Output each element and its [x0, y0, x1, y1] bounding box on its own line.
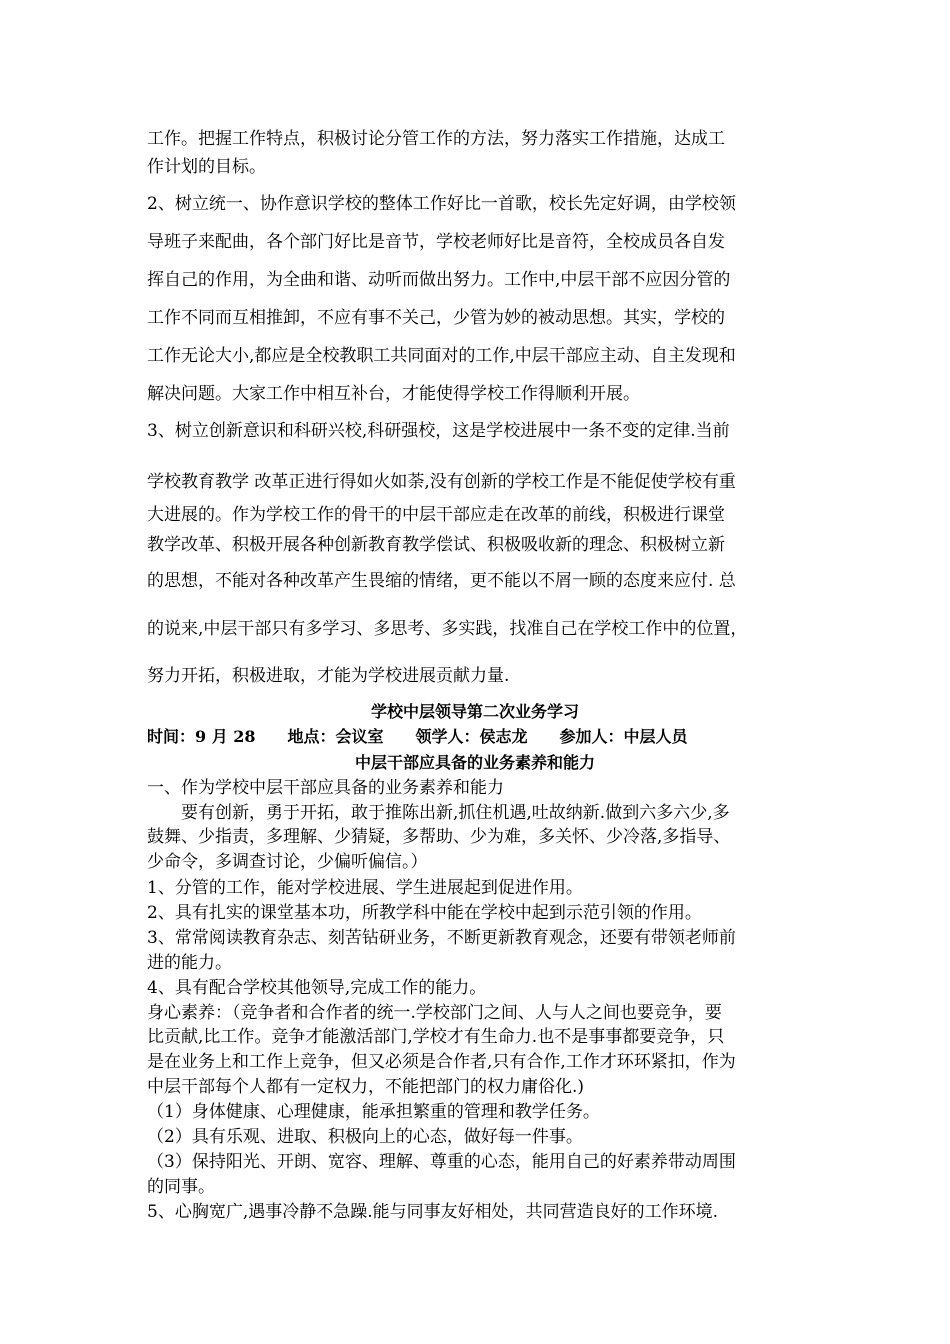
text-line: 的思想，不能对各种改革产生畏缩的情绪，更不能以不屑一顾的态度来应付. 总: [147, 571, 736, 591]
text-line: （3）保持阳光、开朗、宽容、理解、尊重的心态，能用自己的好素养带动周围: [147, 1152, 736, 1172]
text-line: 要有创新，勇于开拓，敢于推陈出新,抓住机遇,吐故纳新.做到六多六少,多: [147, 803, 730, 823]
text-line: 2、具有扎实的课堂基本功，所教学科中能在学校中起到示范引领的作用。: [147, 903, 702, 923]
text-line: 导班子来配曲，各个部门好比是音节，学校老师好比是音符，全校成员各自发: [147, 232, 725, 252]
text-line: 一、作为学校中层干部应具备的业务素养和能力: [147, 778, 504, 798]
text-line: 工作无论大小,都应是全校教职工共同面对的工作,中层干部应主动、自主发现和: [147, 346, 736, 366]
text-line: 3、树立创新意识和科研兴校,科研强校，这是学校进展中一条不变的定律.当前: [147, 421, 730, 441]
text-line: 5、心胸宽广,遇事冷静不急躁.能与同事友好相处，共同营造良好的工作环境.: [147, 1202, 719, 1222]
text-line: 学校教育教学 改革正进行得如火如荼,没有创新的学校工作是不能促使学校有重: [147, 472, 736, 492]
text-line: 努力开拓，积极进取，才能为学校进展贡献力量.: [147, 666, 510, 686]
text-line: （1）身体健康、心理健康，能承担繁重的管理和教学任务。: [147, 1102, 600, 1122]
text-line: 工作不同而互相推卸，不应有事不关己，少管为妙的被动思想。其实，学校的: [147, 308, 725, 328]
section-subtitle: 中层干部应具备的业务素养和能力: [354, 753, 595, 772]
text-line: 中层干部每个人都有一定权力，不能把部门的权力庸俗化.): [147, 1077, 585, 1097]
text-line: 身心素养：（竞争者和合作者的统一.学校部门之间、人与人之间也要竞争，要: [147, 1003, 722, 1023]
text-line: 工作。把握工作特点，积极讨论分管工作的方法，努力落实工作措施，达成工: [147, 129, 725, 149]
text-line: 解决问题。大家工作中相互补台，才能使得学校工作得顺利开展。: [147, 384, 640, 404]
text-line: 是在业务上和工作上竞争，但又必须是合作者,只有合作,工作才环环紧扣，作为: [147, 1052, 736, 1072]
text-line: 作计划的目标。: [147, 157, 266, 177]
text-line: 挥自己的作用，为全曲和谐、动听而做出努力。工作中,中层干部不应因分管的: [147, 270, 731, 290]
meeting-meta: 时间：9 月 28 地点：会议室 领学人：侯志龙 参加人：中层人员: [147, 727, 688, 746]
text-line: 比贡献,比工作。竞争才能激活部门,学校才有生命力.也不是事事都要竞争，只: [147, 1027, 725, 1047]
text-line: 进的能力。: [147, 953, 232, 973]
text-line: 鼓舞、少指责，多理解、少猜疑，多帮助、少为难，多关怀、少冷落,多指导、: [147, 827, 731, 847]
text-line: 1、分管的工作，能对学校进展、学生进展起到促进作用。: [147, 878, 583, 898]
text-line: 的同事。: [147, 1177, 215, 1197]
text-line: 少命令，多调查讨论，少偏听偏信。）: [147, 852, 428, 872]
text-line: 4、具有配合学校其他领导,完成工作的能力。: [147, 978, 487, 998]
text-line: 2、树立统一、协作意识学校的整体工作好比一首歌，校长先定好调，由学校领: [147, 194, 736, 214]
text-line: 的说来,中层干部只有多学习、多思考、多实践，找准自己在学校工作中的位置，: [147, 619, 748, 639]
section-title: 学校中层领导第二次业务学习: [370, 702, 579, 721]
text-line: 教学改革、积极开展各种创新教育教学偿试、积极吸收新的理念、积极树立新: [147, 535, 725, 555]
text-line: 大进展的。作为学校工作的骨干的中层干部应走在改革的前线，积极进行课堂: [147, 505, 725, 525]
text-line: （2）具有乐观、进取、积极向上的心态，做好每一件事。: [147, 1127, 583, 1147]
text-line: 3、常常阅读教育杂志、刻苦钻研业务，不断更新教育观念，还要有带领老师前: [147, 928, 736, 948]
